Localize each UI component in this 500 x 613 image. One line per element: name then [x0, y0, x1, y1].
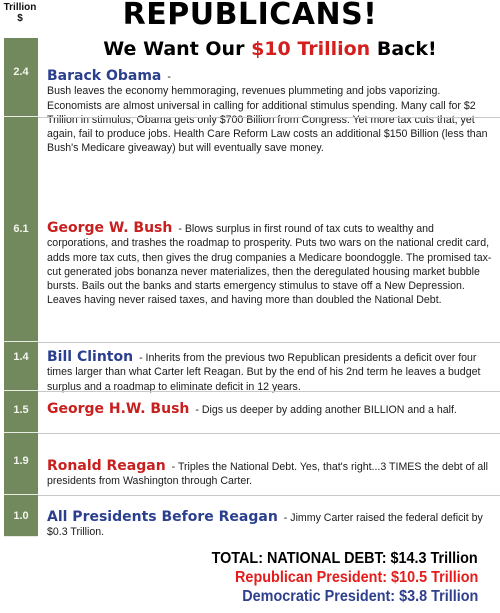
segment-value-bush-sr: 1.5 [13, 404, 29, 416]
subtitle-after: Back! [370, 38, 437, 60]
segment-value-before-reagan: 1.0 [13, 510, 29, 522]
entry-text: - Inherits from the previous two Republican presidents a deficit over four times larger than what Carter left Reagan. But by the end of his 2nd term he leaves a budget surplus and a roadmap to eliminate deficit in 12 years. [47, 352, 481, 393]
entry-bill-clinton [47, 350, 497, 394]
president-name: Ronald Reagan [47, 458, 166, 474]
segment-value-bush-jr: 6.1 [13, 223, 29, 235]
entry-text: - Blows surplus in first round of tax cuts to wealthy and corporations, and trashes the roadmap to prosperity. Puts two wars on the national credit card, adds more tax cuts, then gives the drug companies a Medicare boondoggle. The promised tax-cut generated jobs bonanza never materializes, then the deregulated housing market bubble bursts. Bails out the banks and starts emergency stimulus to stave off a New Depression. Leaves having never raised taxes, and having more than doubled the National Debt. [47, 223, 492, 307]
entry-before-reagan [47, 510, 497, 540]
entry-obama [47, 69, 497, 156]
subtitle-highlight: $10 Trillion [251, 38, 371, 60]
president-name: George W. Bush [47, 220, 173, 236]
total-republican: Republican President: $10.5 Trillion [234, 569, 478, 586]
segment-value-clinton: 1.4 [13, 351, 29, 363]
entry-dash: - [167, 71, 171, 83]
segment-bush-jr [4, 117, 38, 342]
segment-reagan [4, 433, 38, 495]
segment-value-obama: 2.4 [13, 66, 29, 78]
president-name: Barack Obama [47, 68, 162, 84]
page-subtitle [40, 38, 500, 60]
divider [38, 117, 500, 118]
president-name: All Presidents Before Reagan [47, 509, 278, 525]
divider [38, 433, 500, 434]
entry-text: - Triples the National Debt. Yes, that's right...3 TIMES the debt of all presidents from Washington through Carter. [47, 461, 488, 488]
entry-text: - Digs us deeper by adding another BILLION and a half. [195, 404, 457, 416]
entry-text: Bush leaves the economy hemmoraging, revenues plummeting and jobs vaporizing. Economists are almost universal in calling for additional stimulus spending. Many call for $2 Trillion in stimulus; Obama gets only $700 Billion from Congress. Yet more tax cuts that, yet again, fail to produce jobs. Health Care Reform Law costs an additional $150 Billion (less than Bush's Medicare giveaway) but will eventually save money. [47, 85, 488, 155]
subtitle-before: We Want Our [103, 38, 252, 60]
total-national-debt: TOTAL: NATIONAL DEBT: $14.3 Trillion [211, 550, 478, 567]
page-title: REPUBLICANS! [122, 0, 378, 32]
segment-clinton [4, 342, 38, 391]
president-name: Bill Clinton [47, 349, 134, 365]
segment-bush-sr [4, 391, 38, 433]
segment-obama [4, 38, 38, 117]
divider [38, 391, 500, 392]
divider [38, 495, 500, 496]
divider [38, 342, 500, 343]
entry-george-w-bush [47, 221, 497, 308]
total-democratic: Democratic President: $3.8 Trillion [241, 588, 478, 605]
segment-before-reagan [4, 495, 38, 537]
axis-label: Trillion $ [3, 2, 37, 24]
entry-ronald-reagan [47, 459, 497, 489]
president-name: George H.W. Bush [47, 401, 190, 417]
entry-george-hw-bush [47, 402, 497, 417]
segment-value-reagan: 1.9 [13, 455, 29, 467]
entry-text: - Jimmy Carter raised the federal deficit by $0.3 Trillion. [47, 512, 483, 539]
